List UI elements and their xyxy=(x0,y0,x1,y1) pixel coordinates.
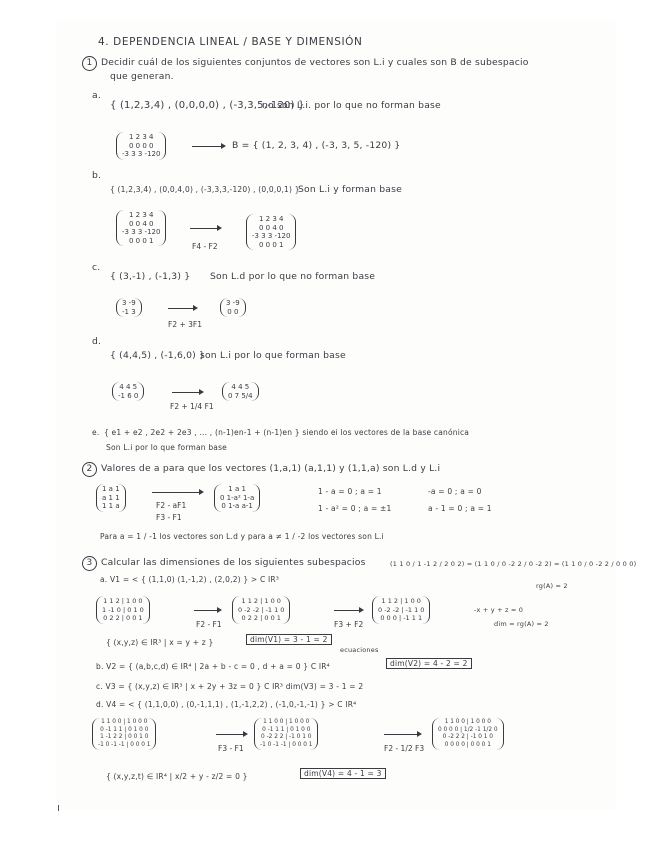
arrow xyxy=(190,228,220,229)
item-3d-line: d. V4 = < { (1,1,0,0) , (0,-1,1,1) , (1,-1,2,2) , (-1,0,-1,-1) } > C IR⁴ xyxy=(96,700,357,709)
arrow xyxy=(194,610,220,611)
exercise-2-eq-2: 1 - a² = 0 ; a = ±1 xyxy=(318,504,392,513)
item-d-set: { (4,4,5) , (-1,6,0) } xyxy=(110,350,206,361)
exercise-2-number: 2 xyxy=(82,462,97,477)
exercise-2-eq-3: -a = 0 ; a = 0 xyxy=(428,487,482,496)
item-3d-matrix-2: 1 1 0 0 | 1 0 0 0 0 -1 1 1 | 0 1 0 0 0 -2 2 2 | -1 0 1 0 -1 0 -1 -1 | 0 0 0 1 xyxy=(254,718,318,750)
item-a-label: a. xyxy=(92,90,101,101)
item-3d-op-1: F3 - F1 xyxy=(218,744,244,753)
item-d-matrix-1: 4 4 5 -1 6 0 xyxy=(112,382,144,401)
exercise-1-text-cont: que generan. xyxy=(110,71,174,82)
exercise-2-eq-4: a - 1 = 0 ; a = 1 xyxy=(428,504,492,513)
item-3d-set: { (x,y,z,t) ∈ IR⁴ | x/2 + y - z/2 = 0 } xyxy=(106,772,248,781)
item-a-matrix: 1 2 3 4 0 0 0 0 -3 3 3 -120 xyxy=(116,132,166,160)
exercise-3-text: Calcular las dimensiones de los siguientes subespacios xyxy=(101,557,366,568)
page-edge-mark xyxy=(58,805,59,811)
item-e-text: { e1 + e2 , 2e2 + 2e3 , ... , (n-1)en-1 + (n-1)en } siendo ei los vectores de la base canónica xyxy=(104,428,470,437)
exercise-2-eq-1: 1 - a = 0 ; a = 1 xyxy=(318,487,382,496)
arrow xyxy=(384,734,420,735)
item-c-matrix-2: 3 -9 0 0 xyxy=(220,298,246,317)
item-3a-dim-box: dim(V1) = 3 - 1 = 2 xyxy=(246,634,332,645)
item-3a-op-1: F2 - F1 xyxy=(196,620,222,629)
item-3c-line: c. V3 = { (x,y,z) ∈ IR³ | x + 2y + 3z = 0 } C IR³ dim(V3) = 3 - 1 = 2 xyxy=(96,682,364,691)
item-3b-dim-box: dim(V2) = 4 - 2 = 2 xyxy=(386,658,472,669)
item-d-matrix-2: 4 4 5 0 7 5/4 xyxy=(222,382,259,401)
item-d-label: d. xyxy=(92,336,102,347)
item-a-set: { (1,2,3,4) , (0,0,0,0) , (-3,3,5,-120) } xyxy=(110,100,305,111)
item-3a-op-2: F3 + F2 xyxy=(334,620,364,629)
item-3a-equation: -x + y + z = 0 xyxy=(474,606,524,614)
exercise-3-statement xyxy=(82,556,366,571)
item-b-set: { (1,2,3,4) , (0,0,4,0) , (-3,3,3,-120) , (0,0,0,1) } xyxy=(110,185,300,194)
arrow xyxy=(172,392,202,393)
item-e-result: Son L.i por lo que forman base xyxy=(106,443,228,452)
item-c-result: Son L.d por lo que no forman base xyxy=(210,271,376,282)
exercise-2-conclusion: Para a = 1 / -1 los vectores son L.d y para a ≠ 1 / -2 los vectores son L.i xyxy=(100,532,384,541)
item-3b-line: b. V2 = { (a,b,c,d) ∈ IR⁴ | 2a + b - c = 0 , d + a = 0 } C IR⁴ xyxy=(96,662,330,671)
exercise-2-matrix-1: 1 a 1 a 1 1 1 1 a xyxy=(96,484,126,512)
item-e-label: e. xyxy=(92,428,100,437)
item-3a-matrix-2: 1 1 2 | 1 0 0 0 -2 -2 | -1 1 0 0 2 2 | 0 0 1 xyxy=(232,596,290,624)
item-3a-matrix-1: 1 1 2 | 1 0 0 1 -1 0 | 0 1 0 0 2 2 | 0 0 1 xyxy=(96,596,150,624)
arrow xyxy=(192,146,224,147)
item-d-operation: F2 + 1/4 F1 xyxy=(170,402,214,411)
item-b-label: b. xyxy=(92,170,102,181)
item-b-matrix-2: 1 2 3 4 0 0 4 0 -3 3 3 -120 0 0 0 1 xyxy=(246,214,296,250)
exercise-2-matrix-2: 1 a 1 0 1-a² 1-a 0 1-a a-1 xyxy=(214,484,260,512)
item-b-matrix-1: 1 2 3 4 0 0 4 0 -3 3 3 -120 0 0 0 1 xyxy=(116,210,166,246)
item-3a-matrix-3: 1 1 2 | 1 0 0 0 -2 -2 | -1 1 0 0 0 0 | -1 1 1 xyxy=(372,596,430,624)
item-3d-dim-box: dim(V4) = 4 - 1 = 3 xyxy=(300,768,386,779)
exercise-2-statement xyxy=(82,462,440,477)
exercise-1-number: 1 xyxy=(82,56,97,71)
item-3d-matrix-3: 1 1 0 0 | 1 0 0 0 0 0 0 0 | 1/2 -1 1/2 0 0 -2 2 2 | -1 0 1 0 0 0 0 0 | 0 0 0 1 xyxy=(432,718,504,750)
arrow xyxy=(168,308,196,309)
item-b-operation: F4 - F2 xyxy=(192,242,218,251)
exercise-3-side-rank: rg(A) = 2 xyxy=(536,582,568,590)
item-a-basis: B = { (1, 2, 3, 4) , (-3, 3, 5, -120) } xyxy=(232,140,401,151)
exercise-2-operations: F2 - aF1 F3 - F1 xyxy=(156,501,187,522)
page-title: 4. DEPENDENCIA LINEAL / BASE Y DIMENSIÓN xyxy=(98,36,363,48)
item-3a-note: ecuaciones xyxy=(340,646,379,654)
exercise-2-text: Valores de a para que los vectores (1,a,1) (a,1,1) y (1,1,a) son L.d y L.i xyxy=(101,463,441,474)
item-3a-line: a. V1 = < { (1,1,0) (1,-1,2) , (2,0,2) } > C IR³ xyxy=(100,575,280,584)
item-c-operation: F2 + 3F1 xyxy=(168,320,202,329)
item-b-result: Son L.i y forman base xyxy=(298,184,402,195)
item-d-result: son L.i por lo que forman base xyxy=(200,350,346,361)
arrow xyxy=(334,610,362,611)
item-3a-dim-rank: dim = rg(A) = 2 xyxy=(494,620,549,628)
arrow xyxy=(216,734,246,735)
item-c-label: c. xyxy=(92,262,101,273)
exercise-3-side-matrices: (1 1 0 / 1 -1 2 / 2 0 2) = (1 1 0 / 0 -2 2 / 0 -2 2) = (1 1 0 / 0 -2 2 / 0 0 0) xyxy=(390,560,637,568)
item-3d-matrix-1: 1 1 0 0 | 1 0 0 0 0 -1 1 1 | 0 1 0 0 1 -1 2 2 | 0 0 1 0 -1 0 -1 -1 | 0 0 0 1 xyxy=(92,718,156,750)
item-3d-op-2: F2 - 1/2 F3 xyxy=(384,744,425,753)
item-3a-set: { (x,y,z) ∈ IR³ | x = y + z } xyxy=(106,638,214,647)
exercise-3-number: 3 xyxy=(82,556,97,571)
item-c-set: { (3,-1) , (-1,3) } xyxy=(110,271,191,282)
exercise-1-statement xyxy=(82,56,529,71)
arrow xyxy=(152,492,202,493)
exercise-1-text: Decidir cuál de los siguientes conjuntos de vectores son L.i y cuales son B de subespacio xyxy=(101,57,529,68)
item-c-matrix-1: 3 -9 -1 3 xyxy=(116,298,142,317)
item-a-result: no son L.i. por lo que no forman base xyxy=(262,100,441,111)
